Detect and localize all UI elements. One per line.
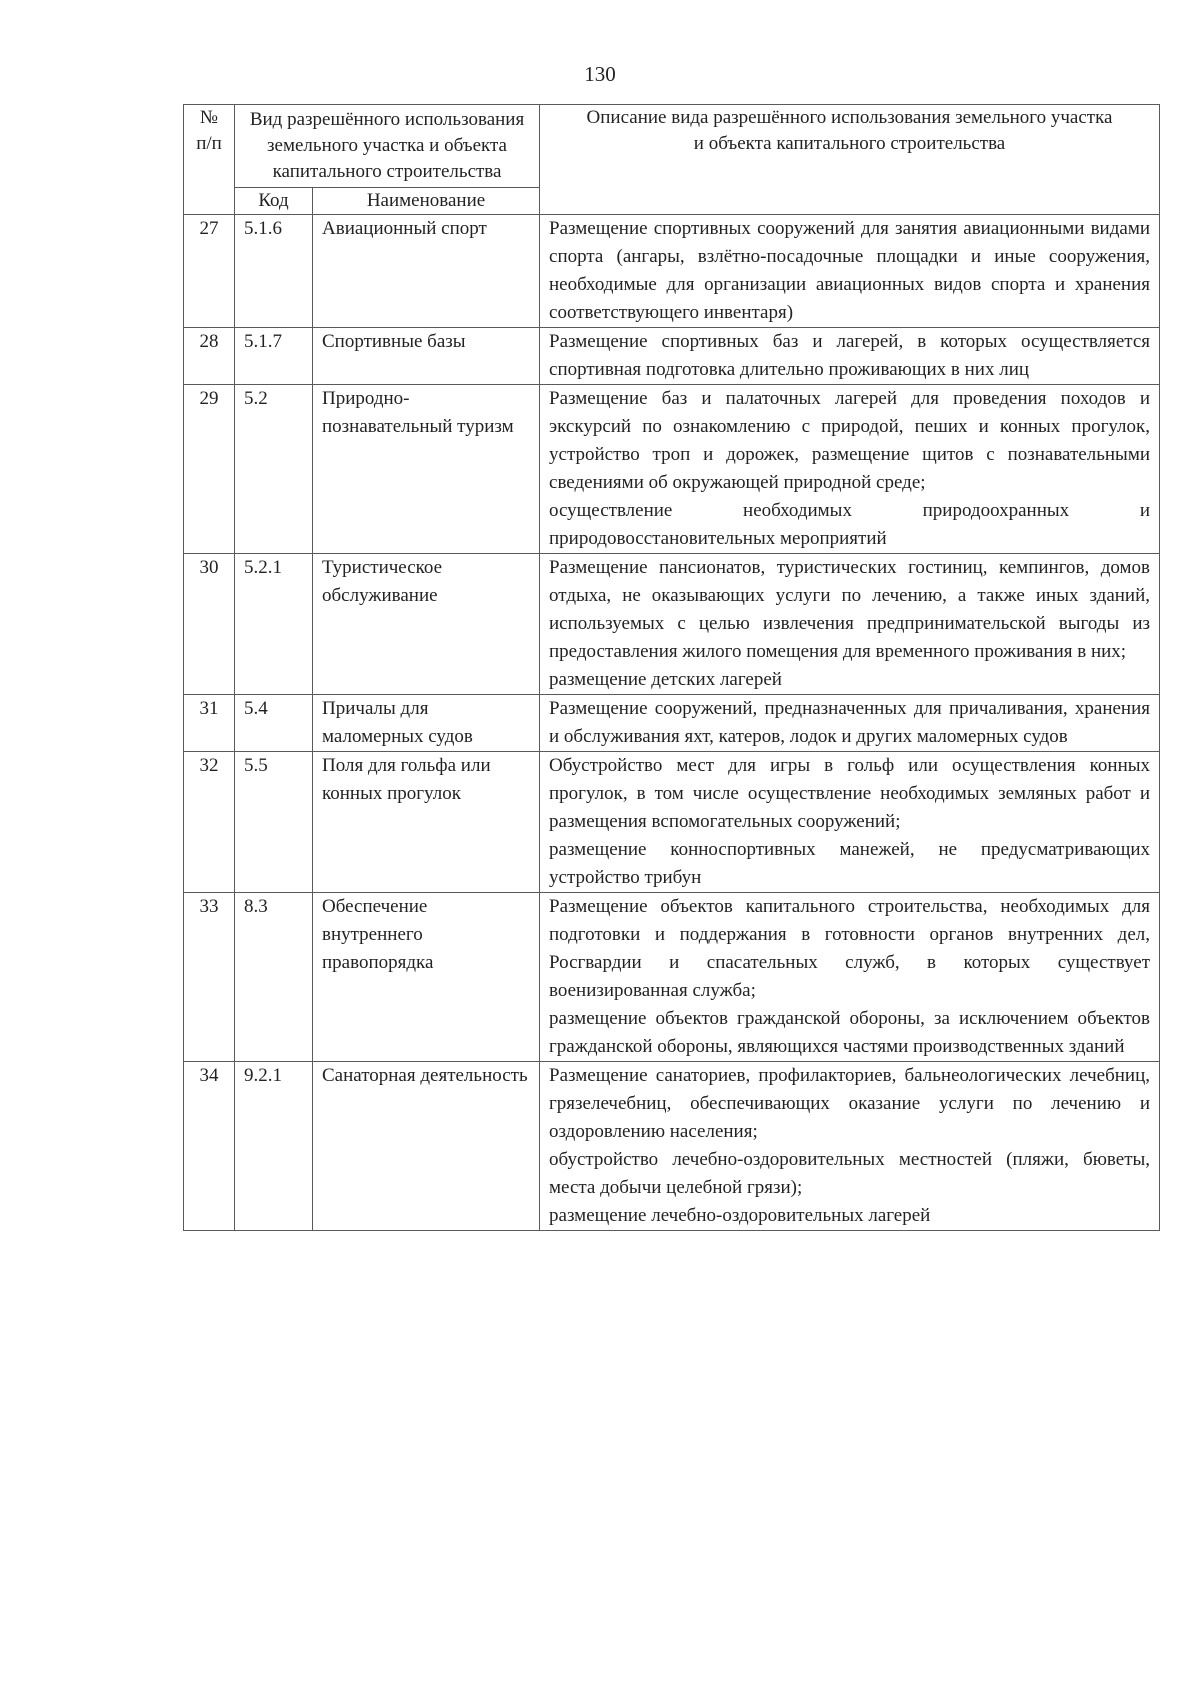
row-code: 9.2.1 bbox=[235, 1062, 313, 1231]
table-row bbox=[184, 328, 1160, 385]
table-row bbox=[184, 752, 1160, 893]
row-name: Природно-познавательный туризм bbox=[313, 385, 540, 554]
description-paragraph: Размещение пансионатов, туристических гостиниц, кемпингов, домов отдыха, не оказывающих услуги по лечению, а также иных зданий, используемых с целью извлечения предпринимательской выгоды из предоставления жилого помещения для временного проживания в них; bbox=[549, 557, 1151, 662]
row-code: 5.1.7 bbox=[235, 328, 313, 385]
row-code: 5.4 bbox=[235, 695, 313, 752]
header-name: Наименование bbox=[313, 188, 540, 215]
row-number: 30 bbox=[184, 554, 235, 695]
table-body bbox=[184, 215, 1160, 1231]
row-number: 32 bbox=[184, 752, 235, 893]
description-paragraph: Размещение санаториев, профилакториев, бальнеологических лечебниц, грязелечебниц, обеспечивающих оказание услуги по лечению и оздоровлению населения; bbox=[549, 1065, 1151, 1142]
table-row bbox=[184, 554, 1160, 695]
row-code: 5.1.6 bbox=[235, 215, 313, 328]
header-num: № п/п bbox=[184, 105, 235, 215]
row-name: Спортивные базы bbox=[313, 328, 540, 385]
description-paragraph: Размещение спортивных баз и лагерей, в которых осуществляется спортивная подготовка длительно проживающих в них лиц bbox=[549, 331, 1151, 380]
row-description bbox=[540, 695, 1160, 752]
row-number: 31 bbox=[184, 695, 235, 752]
header-group: Вид разрешённого использования земельного участка и объекта капитального строительства bbox=[235, 105, 540, 188]
header-description: Описание вида разрешённого использования земельного участка и объекта капитального строительства bbox=[540, 105, 1160, 215]
description-paragraph: обустройство лечебно-оздоровительных местностей (пляжи, бюветы, места добычи целебной грязи); bbox=[549, 1149, 1151, 1198]
row-description bbox=[540, 215, 1160, 328]
row-description bbox=[540, 328, 1160, 385]
table-row bbox=[184, 215, 1160, 328]
row-code: 5.2 bbox=[235, 385, 313, 554]
row-description bbox=[540, 554, 1160, 695]
table-row bbox=[184, 1062, 1160, 1231]
table-row bbox=[184, 893, 1160, 1062]
row-number: 33 bbox=[184, 893, 235, 1062]
row-description bbox=[540, 1062, 1160, 1231]
row-description bbox=[540, 752, 1160, 893]
row-name: Авиационный спорт bbox=[313, 215, 540, 328]
description-paragraph: Размещение спортивных сооружений для занятия авиационными видами спорта (ангары, взлётно-посадочные площадки и иные сооружения, необходимые для организации авиационных видов спорта и хранения соответствующего инвентаря) bbox=[549, 218, 1151, 323]
page-number: 130 bbox=[584, 62, 616, 86]
row-number: 34 bbox=[184, 1062, 235, 1231]
description-paragraph: размещение детских лагерей bbox=[549, 669, 782, 690]
row-number: 27 bbox=[184, 215, 235, 328]
row-code: 5.2.1 bbox=[235, 554, 313, 695]
description-paragraph: Размещение баз и палаточных лагерей для проведения походов и экскурсий по ознакомлению с природой, пеших и конных прогулок, устройство троп и дорожек, размещение щитов с познавательными сведениями об окружающей природной среде; bbox=[549, 388, 1151, 493]
description-paragraph: Размещение сооружений, предназначенных для причаливания, хранения и обслуживания яхт, катеров, лодок и других маломерных судов bbox=[549, 698, 1151, 747]
description-paragraph: Размещение объектов капитального строительства, необходимых для подготовки и поддержания в готовности органов внутренних дел, Росгвардии и спасательных служб, в которых существует военизированная служба; bbox=[549, 896, 1151, 1001]
row-name: Обеспечение внутреннего правопорядка bbox=[313, 893, 540, 1062]
row-number: 28 bbox=[184, 328, 235, 385]
land-use-table bbox=[183, 104, 1160, 1231]
row-name: Поля для гольфа или конных прогулок bbox=[313, 752, 540, 893]
row-name: Причалы для маломерных судов bbox=[313, 695, 540, 752]
row-code: 8.3 bbox=[235, 893, 313, 1062]
description-paragraph: Обустройство мест для игры в гольф или осуществления конных прогулок, в том числе осуществление необходимых земляных работ и размещения вспомогательных сооружений; bbox=[549, 755, 1151, 832]
description-paragraph: размещение лечебно-оздоровительных лагерей bbox=[549, 1205, 931, 1226]
table-row bbox=[184, 695, 1160, 752]
header-code: Код bbox=[235, 188, 313, 215]
row-code: 5.5 bbox=[235, 752, 313, 893]
description-paragraph: размещение объектов гражданской обороны, за исключением объектов гражданской обороны, являющихся частями производственных зданий bbox=[549, 1008, 1151, 1057]
row-name: Санаторная деятельность bbox=[313, 1062, 540, 1231]
row-description bbox=[540, 385, 1160, 554]
row-description bbox=[540, 893, 1160, 1062]
row-number: 29 bbox=[184, 385, 235, 554]
row-name: Туристическое обслуживание bbox=[313, 554, 540, 695]
table-row bbox=[184, 385, 1160, 554]
description-paragraph: размещение конноспортивных манежей, не предусматривающих устройство трибун bbox=[549, 839, 1151, 888]
description-paragraph: осуществление необходимых природоохранных и природовосстановительных мероприятий bbox=[549, 500, 1151, 549]
